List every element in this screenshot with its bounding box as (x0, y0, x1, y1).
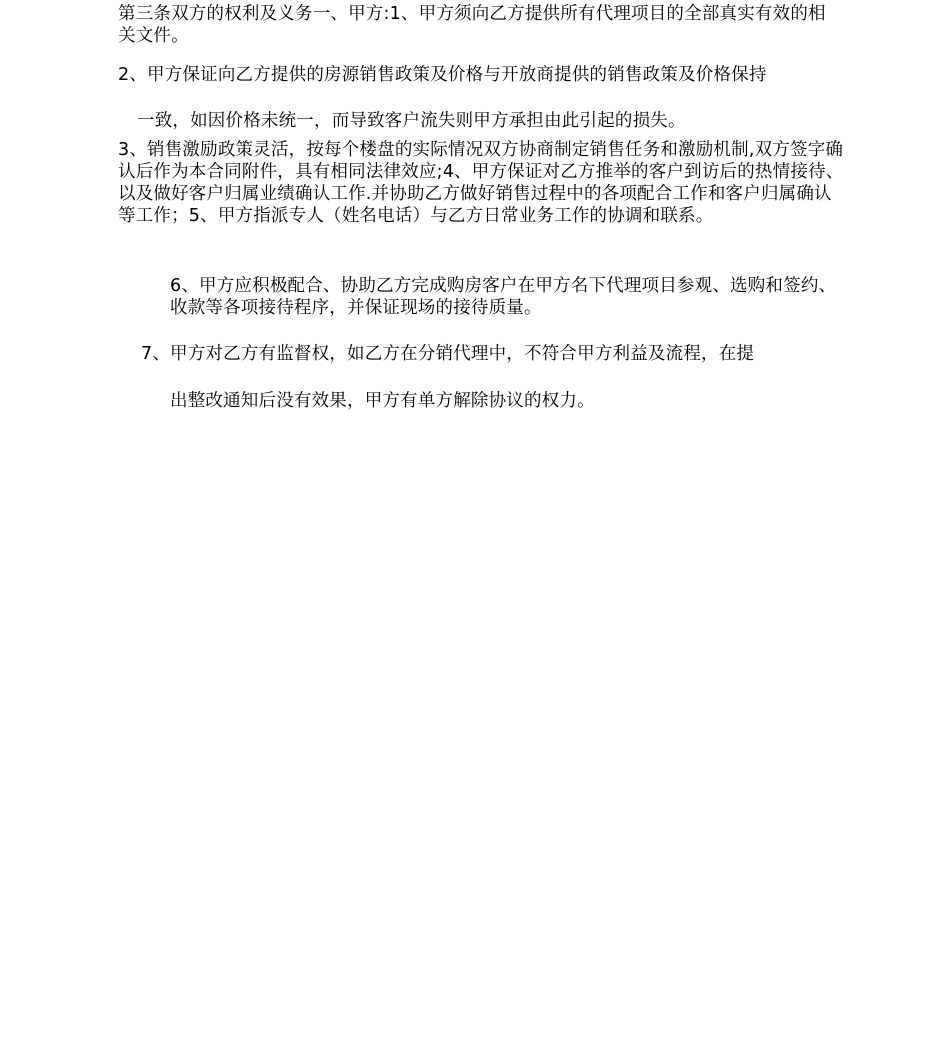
paragraph-item-7-continued: 出整改通知后没有效果，甲方有单方解除协议的权力。 (170, 391, 595, 411)
paragraph-article-3-party-a-item-1: 第三条双方的权利及义务一、甲方:1、甲方须向乙方提供所有代理项目的全部真实有效的相关文件。 (118, 4, 826, 46)
paragraph-item-6: 6、甲方应积极配合、协助乙方完成购房客户在甲方名下代理项目参观、选购和签约、收款等各项接待程序，并保证现场的接待质量。 (170, 276, 837, 318)
paragraph-item-2-continued: 一致，如因价格未统一，而导致客户流失则甲方承担由此引起的损失。 (137, 111, 686, 131)
paragraph-item-2: 2、甲方保证向乙方提供的房源销售政策及价格与开放商提供的销售政策及价格保持 (118, 65, 767, 85)
paragraph-items-3-to-5: 3、销售激励政策灵活，按每个楼盘的实际情况双方协商制定销售任务和激励机制,双方签字确认后作为本合同附件，具有相同法律效应;4、甲方保证对乙方推举的客户到访后的热情接待、以及做好客户归属业绩确认工作.并协助乙方做好销售过程中的各项配合工作和客户归属确认等工作；5、甲方指派专人（姓名电话）与乙方日常业务工作的协调和联系。 (118, 140, 844, 226)
paragraph-item-7: 7、甲方对乙方有监督权，如乙方在分销代理中，不符合甲方利益及流程，在提 (141, 344, 755, 364)
